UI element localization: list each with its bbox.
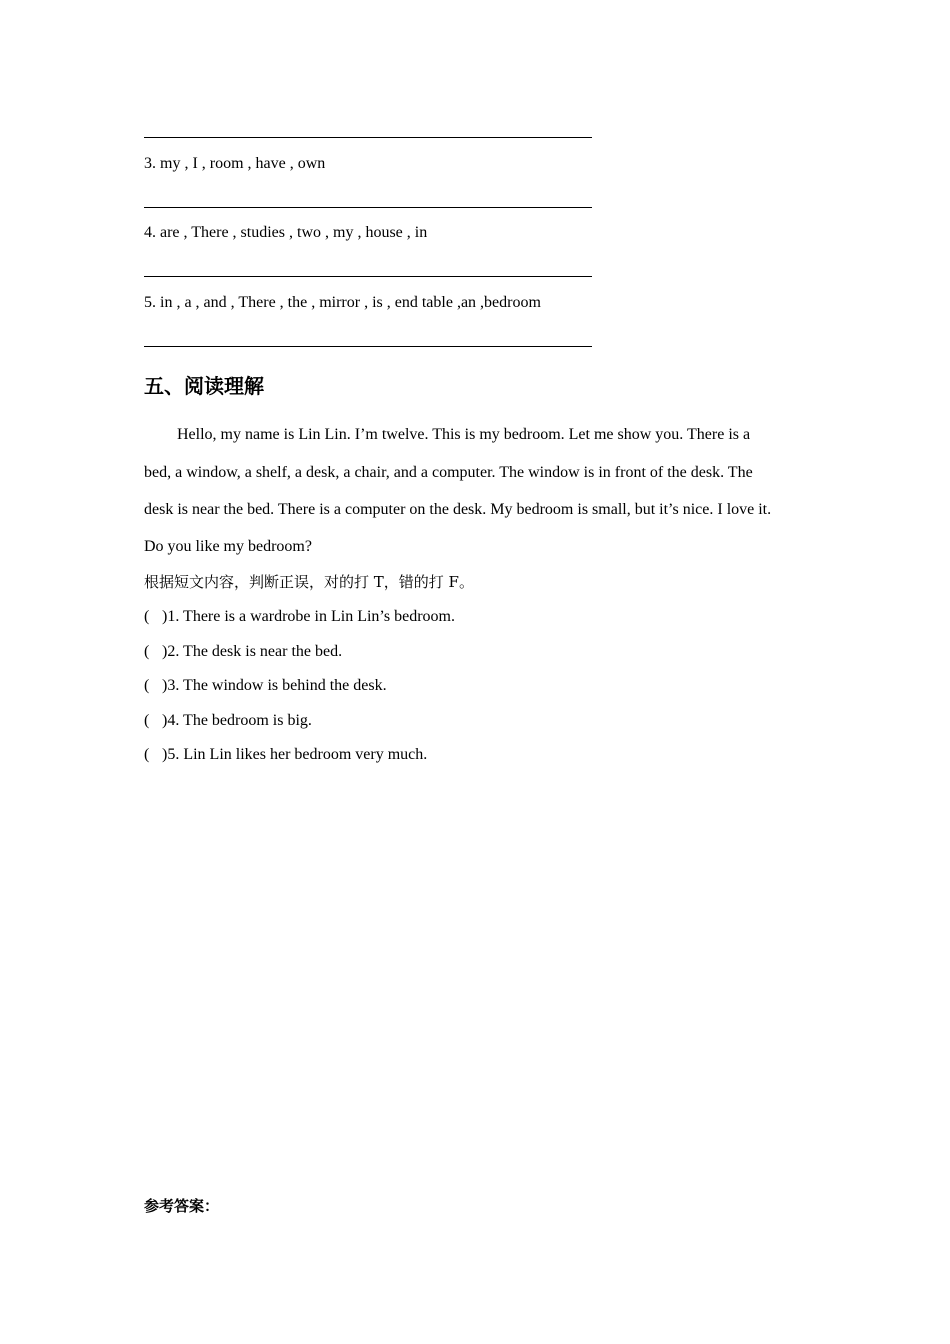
answer-blank-3[interactable]: ( bbox=[144, 677, 150, 694]
rearrange-item-5: 5. in , a , and , There , the , mirror , is , end table ,an ,bedroom bbox=[144, 294, 541, 311]
passage-line-4: Do you like my bedroom? bbox=[144, 538, 312, 555]
passage-line-2: bed, a window, a shelf, a desk, a chair, and a computer. The window is in front of the desk. The bbox=[144, 464, 753, 481]
answer-blank-2[interactable]: ( bbox=[144, 643, 150, 660]
tf-question-4 bbox=[144, 711, 312, 731]
answer-line-2 bbox=[144, 137, 592, 138]
section-heading-reading: 五、阅读理解 bbox=[144, 374, 264, 398]
question-text-5: )5. Lin Lin likes her bedroom very much. bbox=[162, 746, 428, 763]
answer-line-3 bbox=[144, 207, 592, 208]
rearrange-item-3: 3. my , I , room , have , own bbox=[144, 155, 326, 172]
rearrange-item-4: 4. are , There , studies , two , my , house , in bbox=[144, 224, 428, 241]
tf-question-3 bbox=[144, 676, 387, 696]
reference-answers-title: 参考答案： bbox=[144, 1197, 220, 1215]
tf-question-2 bbox=[144, 642, 342, 662]
answer-blank-1[interactable]: ( bbox=[144, 608, 150, 625]
tf-question-5 bbox=[144, 745, 427, 765]
instruction-text: 根据短文内容，判断正误，对的打 T，错的打 F。 bbox=[144, 573, 474, 591]
answer-blank-4[interactable]: ( bbox=[144, 712, 150, 729]
question-text-3: )3. The window is behind the desk. bbox=[162, 677, 387, 694]
passage-line-3: desk is near the bed. There is a computer on the desk. My bedroom is small, but it’s nice. I love it. bbox=[144, 501, 772, 518]
question-text-1: )1. There is a wardrobe in Lin Lin’s bedroom. bbox=[162, 608, 455, 625]
answer-blank-5[interactable]: ( bbox=[144, 746, 150, 763]
question-text-4: )4. The bedroom is big. bbox=[162, 712, 312, 729]
answer-line-5 bbox=[144, 346, 592, 347]
answer-line-4 bbox=[144, 276, 592, 277]
question-text-2: )2. The desk is near the bed. bbox=[162, 643, 343, 660]
tf-question-1 bbox=[144, 607, 455, 627]
passage-line-1: Hello, my name is Lin Lin. I’m twelve. This is my bedroom. Let me show you. There is a bbox=[177, 426, 751, 443]
